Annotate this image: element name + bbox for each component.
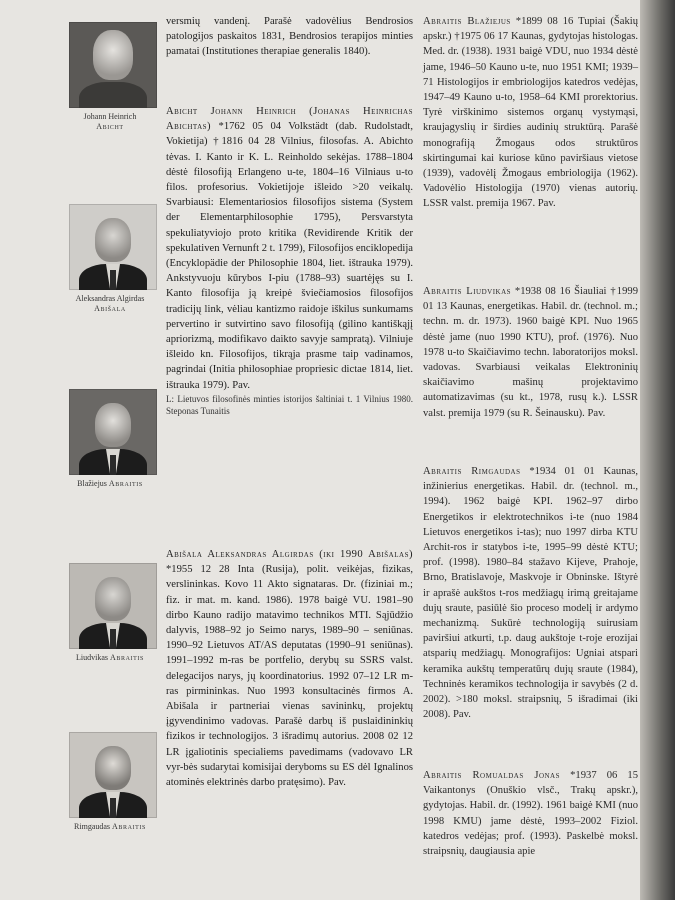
portrait-image xyxy=(69,389,157,475)
entry-body: *1938 08 16 Šiauliai †1999 01 13 Kaunas, energetikas. Habil. dr. (technol. m.; techn. m. dr. 1973). 1960 baigė KPI. Nuo 1965 dėstė jame (nuo 1990 KTU), prof. (1976). Nuo 1978 u-to Skaičiavimo techn. laboratorijos moksl. vadovas. Svarbiausi veikalas Elektroninių skaičiavimo mašinų projektavimo automatizavimas (su kt., 1978, rusų k.). LSSR valst. premija 1979 (su R. Šeinausku). Pav. xyxy=(423,286,638,419)
portrait-abicht xyxy=(55,22,165,132)
entry-abicht xyxy=(166,104,413,417)
entry-body: *1934 01 01 Kaunas, inžinierius energetikas. Habil. dr. (technol. m., 1994). 1962 baigė KPI. 1962–97 dirbo Energetikos ir elektrotechnikos i-te (nuo 1984 Lietuvos energetikos i-tas); nuo 1997 dirba KTU Archit-ros ir statybos i-te, 1995–99 dėstė KTU; prof. (1998). 1980–84 stažavo Kijeve, Prahoje, Brno, Bratislavoje, Maskvoje ir Obninske. Ištyrė ir aprašė aukštos t-ros medžiagų irimą greitajame dujų sraute, pasiūlė šio proceso modelį ir ardymo mechanizmą. Sukūrė technologiją suirusiam paviršiui atkurti, t.p. daug aukštoje t-roje erozijai atsparių medžiagų. Monografijos: Ugniai atspari keramika aukštų temperatūrų dujų sraute (1984), Techninės keramikos technologija ir savybės (2 d. 2002). >180 moksl. straipsnių, 5 išradimai (iki 2008). Pav. xyxy=(423,466,638,721)
portrait-caption: Johann Heinrich Abicht xyxy=(83,112,137,131)
portrait-image xyxy=(69,204,157,290)
portrait-blaziejus xyxy=(55,389,165,489)
portrait-rimgaudas xyxy=(55,732,165,832)
entry-body: *1937 06 15 Vaikantonys (Onuškio vlsč., Trakų apskr.), gydytojas. Habil. dr. (1992). 1961 baigė KMI (nuo 1998 KMU) jame dėstė, 1993–2002 Fiziol. katedros vedėjas; prof. (1993). Paskelbė moksl. straipsnių, daugiausia apie xyxy=(423,770,639,858)
entry-blaziejus xyxy=(423,14,638,212)
portrait-caption: Blažiejus Abraitis xyxy=(77,479,143,488)
entry-source: L: Lietuvos filosofinės minties istorijos šaltiniai t. 1 Vilnius 1980. Steponas Tunaitis xyxy=(166,393,413,416)
portrait-caption: Rimgaudas Abraitis xyxy=(74,822,146,831)
entry-liudvikas xyxy=(423,284,638,421)
portrait-caption: Aleksandras Algirdas Abišala xyxy=(75,294,145,313)
page-edge-shadow xyxy=(640,0,675,900)
entry-heading: Abraitis Rimgaudas xyxy=(423,466,521,477)
entry-rimgaudas xyxy=(423,464,638,722)
entry-abisala xyxy=(166,547,413,790)
portrait-image xyxy=(69,563,157,649)
entry-heading: Abraitis Liudvikas xyxy=(423,286,512,297)
entry-heading: Abicht Johann Heinrich (Johanas Heinrichas Abichtas) xyxy=(166,106,413,133)
entry-body: *1899 08 16 Tupiai (Šakių apskr.) †1975 06 17 Kaunas, gydytojas histologas. Med. dr. (1938). 1931 baigė VDU, nuo 1934 dėstė jame, 1946–50 Kauno u-te, nuo 1951 KMI; 1939–71 Histologijos ir embriologijos katedros vedėjas, 1947–49 Kauno u-to, 1958–64 KMI prorektorius. Tyrė virškinimo sistemos organų vystymąsi, kraujagyslių ir širdies audinių struktūrą. Parašė monografiją Žmogaus odos struktūros skirtingumai kai kuriose kūno paviršiaus vietose (1939), vadovėlį Žmogaus embriologija (1962). Vadovėlio Histologija (1970) vienas autorių. LSSR valst. premija 1967. Pav. xyxy=(423,16,639,210)
entry-heading: Abišala Aleksandras Algirdas (iki 1990 Abišalas) xyxy=(166,549,413,560)
portrait-liudvikas xyxy=(55,563,165,663)
entry-heading: Abraitis Romualdas Jonas xyxy=(423,770,561,781)
entry-heading: Abraitis Blažiejus xyxy=(423,16,511,27)
entry-body: *1955 12 28 Inta (Rusija), polit. veikėjas, fizikas, verslininkas. Kovo 11 Akto signataras. Dr. (fiziniai m.; fiz. ir mat. m. kand. 1986). 1978 baigė VU. 1981–90 dirbo Kauno radijo matavimo technikos MTI. Sąjūdžio dalyvis, 1988–92 jo Seimo narys, 1989–90 – seniūnas. 1990–92 Lietuvos AT/AS deputatas (1990–91 seniūnas). 1991–1992 m-ras be portfelio, derybų su SSRS valst. delegacijos narys, jų koordinatorius. 1992 07–12 LR m-ras pirmininkas. Nuo 1993 konsultacinės firmos A. Abišala ir partneriai vienas savininkų, projektų įgyvendinimo vadovas. Parašė darbų iš puslaidininkių fizikos ir technologijos. 3 išradimų autorius. 2008 02 12 LR įgaliotinis specialiems pavedimams (vadovavo LR vyr-bės sudarytai komisijai deryboms su ES dėl Ignalinos atominės elektrinės darbo pratęsimo). Pav. xyxy=(166,564,413,789)
portrait-abisala xyxy=(55,204,165,314)
intro-text: versmių vandenį. Parašė vadovėlius Bendrosios patologijos paskaitos 1831, Bendrosios terapijos minties pamatai (Institutiones therapiae generalis 1840). xyxy=(166,16,413,58)
portrait-image xyxy=(69,22,157,108)
entry-romualdas xyxy=(423,768,638,859)
entry-body: *1762 05 04 Volkstädt (dab. Rudolstadt, Vokietija) †1816 04 28 Vilnius, filosofas. A. Abichto tėvas. I. Kanto ir K. L. Reinholdo sekėjas. 1788–1804 dėstė filosofiją Erlangeno u-te, 1804–16 Vilniaus u-to filos. profesorius. Vokietijoje išleido >20 veikalų. Svarbiausi: Elementariosios filosofijos sistema (System der Elementarphilosophie 1795), Persvarstyta spekuliatyviojo proto kritika (Revidirende Kritik der spekulativen Vernunft 2 t. 1799), Filosofijos enciklopedija (Encyklopädie der Philosophie 1804, liet. ištrauka 1979). Ankstyvuoju kūrybos I-piu (1788–93) suartėjęs su I. Kanto filosofija ją kreipė šviečiamosios filosofijos tradicijų link, vėliau kantizmo raidoje iškilus sunkumams pervertino ir sutvirtino savo filosofiją (gilino kantiškąjį apriorizmą, modifikavo daikto savyje sampratą). Vilniuje išleido kn. Filosofijos, tikrąja prasme taip vadinamos, pagrindai (Initia philosophiae propriesic dictae 1814, liet. ištrauka 1979). Pav. xyxy=(166,121,413,391)
portrait-caption: Liudvikas Abraitis xyxy=(76,653,144,662)
portrait-image xyxy=(69,732,157,818)
